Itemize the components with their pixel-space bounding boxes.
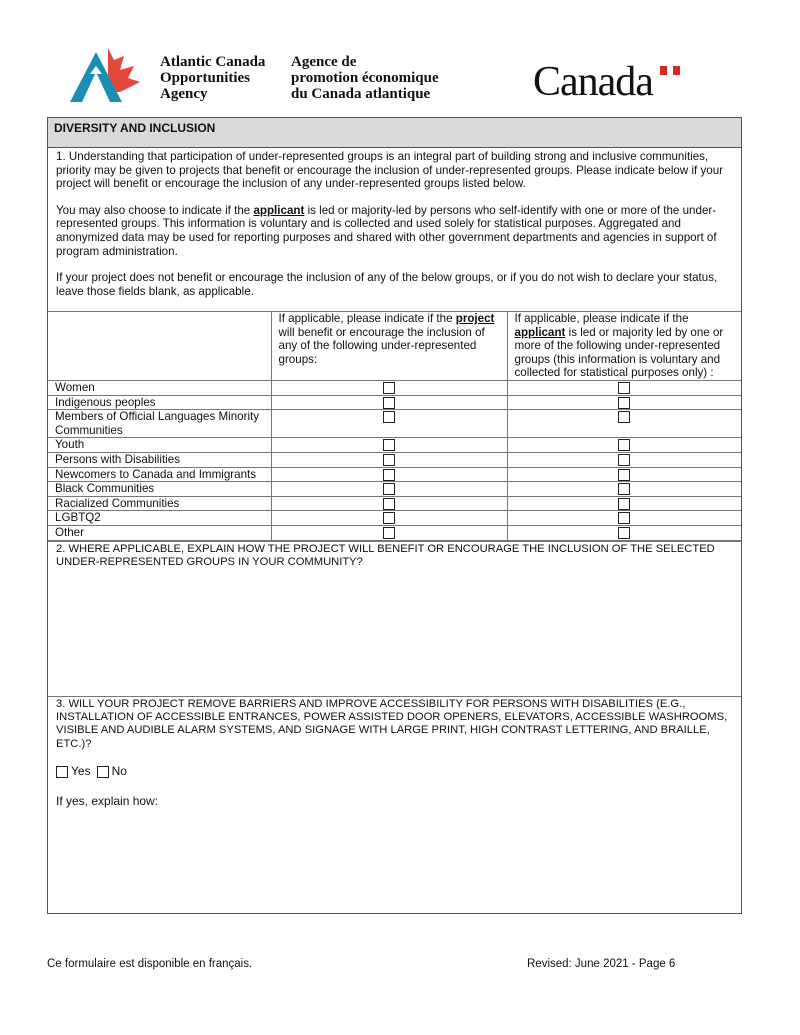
project-checkbox[interactable] [383, 411, 395, 423]
project-checkbox[interactable] [383, 527, 395, 539]
org-en-line: Opportunities [160, 70, 251, 86]
org-name-en [160, 54, 265, 102]
group-label: Youth [48, 438, 271, 453]
table-row [48, 395, 741, 410]
applicant-cell [507, 395, 741, 410]
groups-table [48, 311, 741, 541]
intro-paragraph: If your project does not benefit or encourage the inclusion of any of the below groups, or if you do not wish to declare your status, leave those fields blank, as applicable. [56, 271, 718, 298]
project-checkbox[interactable] [383, 469, 395, 481]
project-checkbox[interactable] [383, 512, 395, 524]
applicant-cell [507, 467, 741, 482]
yes-label: Yes [71, 764, 91, 779]
question-2-text: 2. WHERE APPLICABLE, EXPLAIN HOW THE PROJECT WILL BENEFIT OR ENCOURAGE THE INCLUSION OF THE SELECTED UNDER-REPRESENTED GROUPS IN YOUR COMMUNITY? [56, 542, 715, 568]
project-cell [271, 452, 507, 467]
org-fr-line: promotion économique [291, 70, 439, 86]
group-label: Women [48, 380, 271, 395]
empty-header-cell [48, 312, 271, 381]
org-fr-line: Agence de [291, 54, 357, 70]
diversity-form [47, 117, 742, 914]
applicant-checkbox[interactable] [618, 454, 630, 466]
project-cell [271, 525, 507, 540]
project-checkbox[interactable] [383, 483, 395, 495]
question-3 [48, 696, 741, 922]
group-label: Black Communities [48, 482, 271, 497]
project-cell [271, 380, 507, 395]
applicant-checkbox[interactable] [618, 411, 630, 423]
no-checkbox[interactable] [97, 766, 109, 778]
yes-checkbox[interactable] [56, 766, 68, 778]
letterhead [0, 40, 800, 110]
applicant-checkbox[interactable] [618, 397, 630, 409]
project-checkbox[interactable] [383, 498, 395, 510]
applicant-checkbox[interactable] [618, 382, 630, 394]
project-column-header: If applicable, please indicate if the project will benefit or encourage the inclusion of any of the following under-represented groups: [271, 312, 507, 381]
intro-text [48, 148, 741, 311]
applicant-checkbox[interactable] [618, 483, 630, 495]
project-checkbox[interactable] [383, 439, 395, 451]
table-row [48, 410, 741, 438]
org-fr-line: du Canada atlantique [291, 86, 431, 102]
applicant-checkbox[interactable] [618, 512, 630, 524]
org-name-fr [291, 54, 439, 102]
no-label: No [111, 764, 127, 779]
group-label: Racialized Communities [48, 496, 271, 511]
applicant-cell [507, 452, 741, 467]
project-cell [271, 438, 507, 453]
intro-paragraph: 1. Understanding that participation of under-represented groups is an integral part of building strong and inclusive communities, priority may be given to projects that benefit or encourage the inclusion of under-represented groups. Please indicate below if your project will benefit or encourage the inclusion of any under-represented groups listed below. [56, 150, 724, 191]
table-header-row [48, 312, 741, 381]
org-en-line: Atlantic Canada [160, 54, 266, 70]
project-cell [271, 482, 507, 497]
table-row [48, 452, 741, 467]
question-3-text: 3. WILL YOUR PROJECT REMOVE BARRIERS AND IMPROVE ACCESSIBILITY FOR PERSONS WITH DISABILITIES (E.G., INSTALLATION OF ACCESSIBLE ENTRANCES, POWER ASSISTED DOOR OPENERS, ELEVATORS, ACCESSIBLE WASHROOMS, VISIBLE AND AUDIBLE ALARM SYSTEMS, AND SIGNAGE WITH LARGE PRINT, HIGH CONTRAST LETTERING, AND BRAILLE, ETC.)? [56, 697, 728, 750]
question-2[interactable] [48, 541, 741, 696]
section-title: DIVERSITY AND INCLUSION [48, 118, 741, 148]
applicant-checkbox[interactable] [618, 527, 630, 539]
flag-icon [660, 66, 680, 75]
project-checkbox[interactable] [383, 382, 395, 394]
table-row [48, 380, 741, 395]
project-cell [271, 410, 507, 438]
acoa-logo-icon [68, 46, 142, 102]
project-cell [271, 511, 507, 526]
table-row [48, 511, 741, 526]
applicant-checkbox[interactable] [618, 498, 630, 510]
canada-wordmark: Canada [533, 59, 653, 105]
project-cell [271, 467, 507, 482]
table-row [48, 467, 741, 482]
applicant-checkbox[interactable] [618, 469, 630, 481]
explain-field[interactable] [56, 795, 733, 925]
text: is led or majority-led by persons who self-identify with one or more of the under-represented groups. This information is voluntary and is collected and used solely for statistical purposes. Aggregated and anonymized data may be used for reporting purposes and shared with other government departments and agencies in support of program administration. [56, 203, 717, 258]
group-label: Other [48, 525, 271, 540]
applicant-cell [507, 496, 741, 511]
group-label: LGBTQ2 [48, 511, 271, 526]
yes-no-group [56, 765, 733, 778]
text: You may also choose to indicate if the [56, 203, 254, 217]
applicant-cell [507, 525, 741, 540]
explain-label: If yes, explain how: [56, 793, 159, 808]
group-label: Indigenous peoples [48, 395, 271, 410]
applicant-cell [507, 438, 741, 453]
intro-paragraph [56, 204, 733, 258]
table-row [48, 496, 741, 511]
table-row [48, 482, 741, 497]
applicant-checkbox[interactable] [618, 439, 630, 451]
project-cell [271, 395, 507, 410]
applicant-emphasis: applicant [253, 203, 305, 217]
applicant-cell [507, 410, 741, 438]
footer-language-note: Ce formulaire est disponible en français. [47, 958, 253, 970]
applicant-cell [507, 380, 741, 395]
group-label: Members of Official Languages Minority Communities [48, 410, 271, 438]
org-en-line: Agency [160, 86, 208, 102]
applicant-column-header: If applicable, please indicate if the applicant is led or majority led by one or more of the following under-represented groups (this information is voluntary and collected for statistical purposes only) : [507, 312, 741, 381]
table-row [48, 438, 741, 453]
footer-revision: Revised: June 2021 - Page 6 [527, 958, 676, 970]
applicant-cell [507, 482, 741, 497]
group-label: Persons with Disabilities [48, 452, 271, 467]
project-checkbox[interactable] [383, 454, 395, 466]
project-checkbox[interactable] [383, 397, 395, 409]
table-row [48, 525, 741, 540]
group-label: Newcomers to Canada and Immigrants [48, 467, 271, 482]
project-cell [271, 496, 507, 511]
applicant-cell [507, 511, 741, 526]
